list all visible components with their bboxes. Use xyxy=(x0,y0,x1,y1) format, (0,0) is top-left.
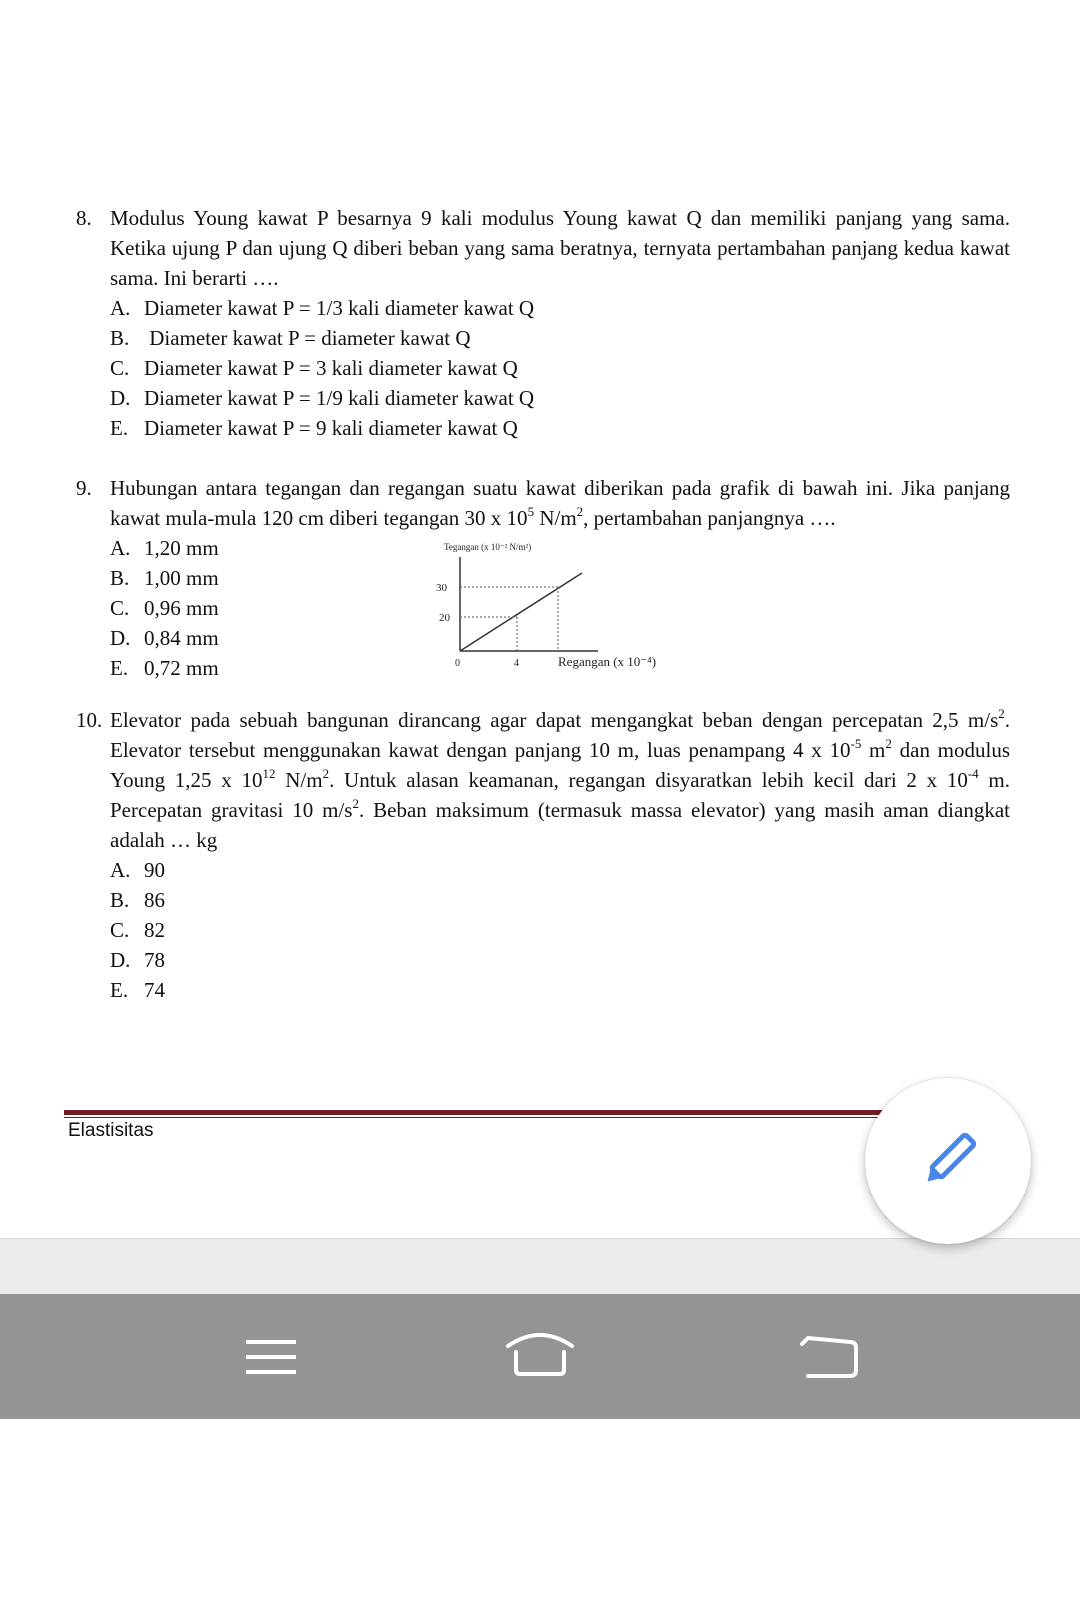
option-text: Diameter kawat P = 1/3 kali diameter kawat Q xyxy=(144,296,535,320)
option-b xyxy=(110,323,1010,353)
text-part: m. Percepatan gravitasi 10 m/s xyxy=(110,768,1010,822)
superscript: -4 xyxy=(967,766,979,781)
graph-xlabel: Regangan (x 10⁻⁴) xyxy=(558,654,657,669)
option-text: Diameter kawat P = 1/9 kali diameter kawat Q xyxy=(144,386,535,410)
option-text: Diameter kawat P = 9 kali diameter kawat Q xyxy=(144,416,518,440)
x-tick-label: 4 xyxy=(514,658,519,669)
option-text: 0,96 mm xyxy=(144,596,219,620)
options-list xyxy=(110,855,1010,1005)
superscript: 2 xyxy=(352,796,359,811)
superscript: 2 xyxy=(322,766,330,781)
home-icon[interactable] xyxy=(500,1322,580,1392)
option-letter: C. xyxy=(110,596,130,620)
option-text: 82 xyxy=(144,918,165,942)
option-letter: D. xyxy=(110,626,131,650)
graph-ylabel: Tegangan (x 10⁻² N/m²) xyxy=(444,542,532,552)
text-part: N/m xyxy=(275,768,323,792)
x-tick-label: 0 xyxy=(455,658,460,669)
option-e xyxy=(110,413,1010,443)
option-e xyxy=(110,653,310,683)
option-letter: A. xyxy=(110,536,131,560)
option-letter: D. xyxy=(110,948,131,972)
superscript: 2 xyxy=(576,504,584,519)
question-8 xyxy=(76,203,1010,443)
data-line xyxy=(460,573,582,651)
question-text xyxy=(110,705,1010,855)
question-9 xyxy=(76,473,1010,683)
text-part: Hubungan antara tegangan dan regangan suatu kawat diberikan pada grafik di bawah ini. Jika panjang kawat mula-mula 120 cm diberi tegangan 30 x 10 xyxy=(110,476,1010,530)
text-part: . Untuk alasan keamanan, regangan disyaratkan lebih kecil dari 2 x 10 xyxy=(329,768,968,792)
option-c xyxy=(110,353,1010,383)
option-a xyxy=(110,855,1010,885)
question-10 xyxy=(76,705,1010,1005)
question-text xyxy=(110,473,1010,533)
superscript: -5 xyxy=(850,736,862,751)
system-navigation-bar xyxy=(0,1294,1080,1419)
options-list xyxy=(110,533,310,683)
option-letter: B. xyxy=(110,326,130,350)
option-text: Diameter kawat P = diameter kawat Q xyxy=(144,326,471,350)
superscript: 2 xyxy=(885,736,892,751)
option-e xyxy=(110,975,1010,1005)
question-number: 8. xyxy=(76,206,92,230)
option-text: 1,20 mm xyxy=(144,536,219,560)
y-tick-label: 20 xyxy=(439,612,450,624)
option-letter: C. xyxy=(110,918,130,942)
option-c xyxy=(110,593,310,623)
option-letter: E. xyxy=(110,978,129,1002)
stress-strain-graph xyxy=(422,533,702,673)
option-letter: E. xyxy=(110,416,129,440)
superscript: 2 xyxy=(998,706,1005,721)
menu-icon[interactable] xyxy=(232,1322,312,1392)
question-text: Modulus Young kawat P besarnya 9 kali modulus Young kawat Q dan memiliki panjang yang sama. Ketika ujung P dan ujung Q diberi beban yang sama beratnya, ternyata pertambahan panjang kedua kawat sama. Ini berarti …. xyxy=(110,206,1010,290)
option-letter: D. xyxy=(110,386,131,410)
option-text: 1,00 mm xyxy=(144,566,219,590)
option-text: 78 xyxy=(144,948,165,972)
text-part: N/m xyxy=(534,506,577,530)
y-tick-label: 30 xyxy=(436,582,447,594)
footer-rule xyxy=(64,1110,884,1115)
pencil-icon xyxy=(915,1128,981,1194)
option-letter: A. xyxy=(110,858,131,882)
option-letter: E. xyxy=(110,656,129,680)
text-part: , pertambahan panjangnya …. xyxy=(583,506,836,530)
question-number: 10. xyxy=(76,708,103,732)
option-text: 0,84 mm xyxy=(144,626,219,650)
option-text: 86 xyxy=(144,888,165,912)
option-letter: A. xyxy=(110,296,131,320)
text-part: Elevator pada sebuah bangunan dirancang agar dapat mengangkat beban dengan percepatan 2,5 m/s xyxy=(110,708,999,732)
option-d xyxy=(110,623,310,653)
option-text: 90 xyxy=(144,858,165,882)
question-number: 9. xyxy=(76,476,92,500)
option-letter: C. xyxy=(110,356,130,380)
back-icon[interactable] xyxy=(790,1322,870,1392)
option-c xyxy=(110,915,1010,945)
option-d xyxy=(110,383,1010,413)
footer-chapter-title: Elastisitas xyxy=(68,1120,154,1141)
option-text: Diameter kawat P = 3 kali diameter kawat Q xyxy=(144,356,518,380)
superscript: 5 xyxy=(527,504,535,519)
superscript: 12 xyxy=(262,766,276,781)
options-list xyxy=(110,293,1010,443)
option-b xyxy=(110,563,310,593)
option-a xyxy=(110,293,1010,323)
text-part: m xyxy=(861,738,886,762)
text-part: . Beban maksimum (termasuk massa elevator) yang masih aman diangkat adalah … kg xyxy=(110,798,1010,852)
option-letter: B. xyxy=(110,566,130,590)
option-text: 0,72 mm xyxy=(144,656,219,680)
option-text: 74 xyxy=(144,978,165,1002)
option-b xyxy=(110,885,1010,915)
footer-rule-thin xyxy=(64,1117,884,1118)
page-gap xyxy=(0,1238,1080,1295)
option-letter: B. xyxy=(110,888,130,912)
option-a xyxy=(110,533,310,563)
edit-fab-button[interactable] xyxy=(865,1078,1031,1244)
text-part: . Elevator tersebut menggunakan kawat dengan panjang 10 m, luas penampang 4 x 10 xyxy=(110,708,1010,762)
option-d xyxy=(110,945,1010,975)
text-part: dan modulus Young 1,25 x 10 xyxy=(110,738,1011,792)
